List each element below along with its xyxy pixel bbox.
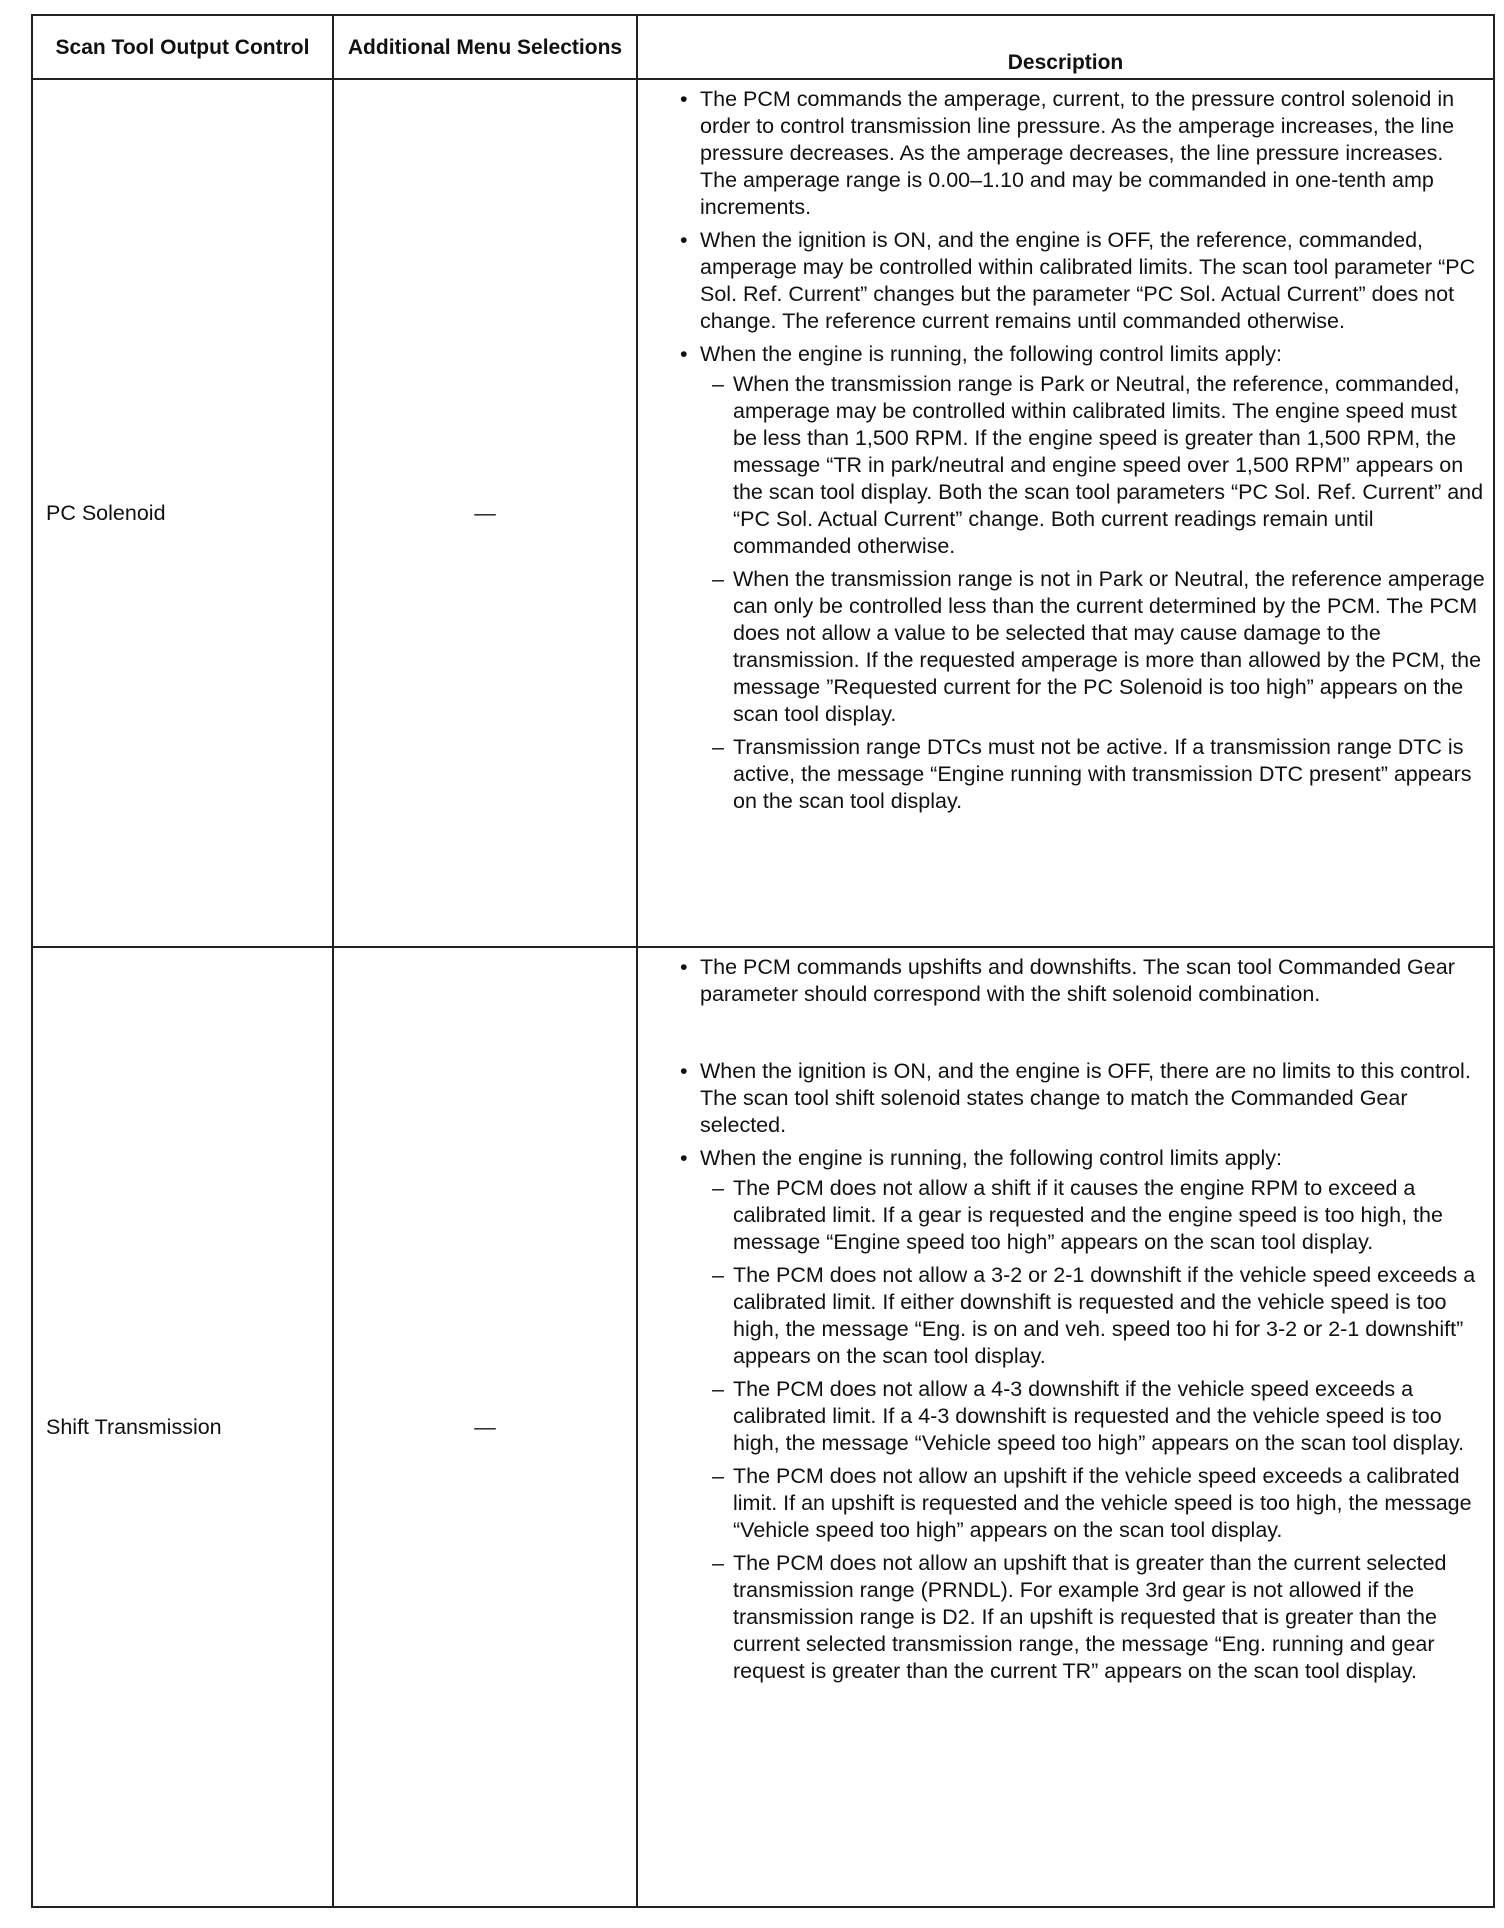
table-row-pc-solenoid — [32, 79, 1494, 947]
bullet-text: When the engine is running, the following control limits apply: — [700, 1146, 1283, 1170]
description-cell — [637, 79, 1494, 947]
dash-item: – When the transmission range is not in Park or Neutral, the reference amperage can only be controlled less than the current determined by the PCM. The PCM does not allow a value to be selected that may cause damage to the transmission. If the requested amperage is more than allowed by the PCM, the message ”Requested current for the PC Solenoid is too high” appears on the scan tool display. — [700, 566, 1485, 728]
header-scan-tool-output-control: Scan Tool Output Control — [32, 15, 333, 79]
description-cell — [637, 947, 1494, 1907]
header-additional-menu-selections: Additional Menu Selections — [333, 15, 637, 79]
dash-item: – Transmission range DTCs must not be active. If a transmission range DTC is active, the message “Engine running with transmission DTC present” appears on the scan tool display. — [700, 734, 1485, 815]
dash-item: – The PCM does not allow a 4-3 downshift if the vehicle speed exceeds a calibrated limit. If a 4-3 downshift is requested and the vehicle speed is too high, the message “Vehicle speed too high” appears on the scan tool display. — [700, 1376, 1485, 1457]
bullet-text: When the engine is running, the following control limits apply: — [700, 342, 1283, 366]
dash-item: – The PCM does not allow a shift if it causes the engine RPM to exceed a calibrated limit. If a gear is requested and the engine speed is too high, the message “Engine speed too high” appears on the scan tool display. — [700, 1175, 1485, 1256]
header-row — [32, 15, 1494, 79]
bullet-item: • The PCM commands the amperage, current, to the pressure control solenoid in order to control transmission line pressure. As the amperage increases, the line pressure decreases. As the amperage decreases, the line pressure increases. The amperage range is 0.00–1.10 and may be commanded in one-tenth amp increments. — [676, 86, 1485, 221]
dash-list — [700, 371, 1485, 815]
dash-item: – The PCM does not allow an upshift if the vehicle speed exceeds a calibrated limit. If an upshift is requested and the vehicle speed is too high, the message “Vehicle speed too high” appears on the scan tool display. — [700, 1463, 1485, 1544]
table-row-shift-transmission — [32, 947, 1494, 1907]
bullet-item — [676, 1145, 1485, 1685]
dash-list — [700, 1175, 1485, 1685]
dash-item: – The PCM does not allow a 3-2 or 2-1 downshift if the vehicle speed exceeds a calibrated limit. If either downshift is requested and the vehicle speed is too high, the message “Eng. is on and veh. speed too hi for 3-2 or 2-1 downshift” appears on the scan tool display. — [700, 1262, 1485, 1370]
output-control-table — [31, 14, 1495, 1908]
bullet-item: • When the ignition is ON, and the engine is OFF, the reference, commanded, amperage may be controlled within calibrated limits. The scan tool parameter “PC Sol. Ref. Current” changes but the parameter “PC Sol. Actual Current” does not change. The reference current remains until commanded otherwise. — [676, 227, 1485, 335]
dash-item: – When the transmission range is Park or Neutral, the reference, commanded, amperage may be controlled within calibrated limits. The engine speed must be less than 1,500 RPM. If the engine speed is greater than 1,500 RPM, the message “TR in park/neutral and engine speed over 1,500 RPM” appears on the scan tool display. Both the scan tool parameters “PC Sol. Ref. Current” and “PC Sol. Actual Current” change. Both current readings remain until commanded otherwise. — [700, 371, 1485, 560]
bullet-item: • The PCM commands upshifts and downshifts. The scan tool Commanded Gear parameter should correspond with the shift solenoid combination. — [676, 954, 1485, 1008]
menu-selection: — — [333, 79, 637, 947]
bullet-item: • When the ignition is ON, and the engine is OFF, there are no limits to this control. The scan tool shift solenoid states change to match the Commanded Gear selected. — [676, 1058, 1485, 1139]
bullet-list — [676, 86, 1485, 815]
bullet-item — [676, 341, 1485, 815]
dash-item: – The PCM does not allow an upshift that is greater than the current selected transmission range (PRNDL). For example 3rd gear is not allowed if the transmission range is D2. If an upshift is requested that is greater than the current selected transmission range, the message “Eng. running and gear request is greater than the current TR” appears on the scan tool display. — [700, 1550, 1485, 1685]
control-name: Shift Transmission — [32, 947, 333, 1907]
menu-selection: — — [333, 947, 637, 1907]
control-name: PC Solenoid — [32, 79, 333, 947]
spacer — [676, 1014, 1485, 1052]
bullet-list — [676, 954, 1485, 1685]
header-description: Description — [637, 15, 1494, 79]
